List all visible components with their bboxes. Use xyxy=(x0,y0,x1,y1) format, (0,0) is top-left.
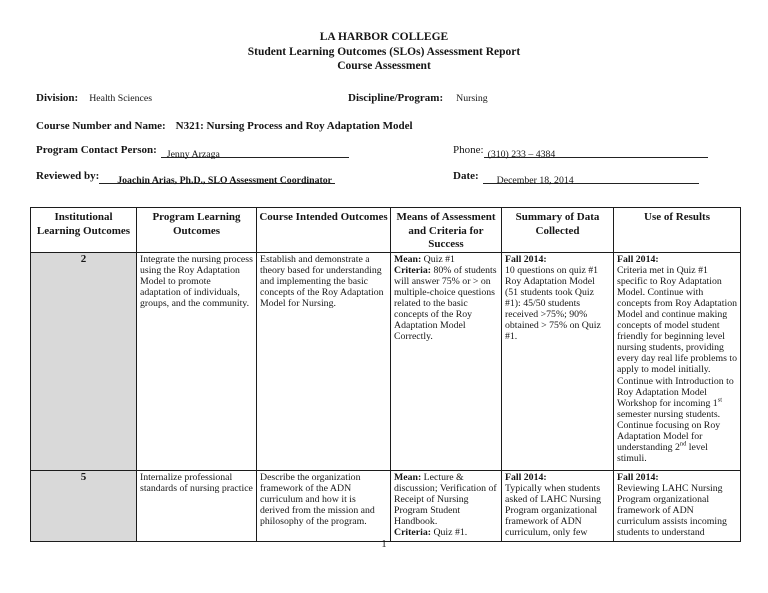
phone-label: Phone: xyxy=(453,144,484,156)
phone-value-blank xyxy=(484,144,708,158)
summary-text: 10 questions on quiz #1 Roy Adaptation Model (51 students took Quiz #1): 45/50 students received >75%; 90% obtained > 75% on Quiz #1. xyxy=(505,264,601,343)
table-header-row xyxy=(31,208,741,253)
phone-value: (310) 233 – 4384 xyxy=(487,149,556,160)
cell-program-outcome: Integrate the nursing process using the Roy Adaptation Model to promote adaptation of individuals, groups, and the community. xyxy=(137,252,257,470)
report-title: Student Learning Outcomes (SLOs) Assessment Report xyxy=(247,45,521,58)
criteria-label: Criteria: xyxy=(394,526,431,538)
mean-text: Lecture & discussion; Verification of Receipt of Nursing Program Student Handbook. xyxy=(394,471,497,527)
contact-value-blank xyxy=(161,144,349,158)
term-heading: Fall 2014: xyxy=(505,253,547,265)
term-heading: Fall 2014: xyxy=(617,253,659,265)
cell-use-of-results xyxy=(614,470,741,541)
criteria-label: Criteria: xyxy=(394,264,431,276)
cell-use-of-results xyxy=(614,252,741,470)
page-number: 1 xyxy=(381,539,387,550)
cell-course-outcome: Describe the organization framework of the ADN curriculum and how it is derived from the mission and philosophy of the program. xyxy=(257,470,391,541)
ordinal-superscript: nd xyxy=(679,440,687,448)
division-value: Health Sciences xyxy=(89,93,153,104)
contact-label: Program Contact Person: xyxy=(36,144,157,156)
mean-label: Mean: xyxy=(394,471,422,483)
course-value: N321: Nursing Process and Roy Adaptation Model xyxy=(175,120,413,132)
cell-means-of-assessment xyxy=(391,470,502,541)
reviewed-label: Reviewed by: xyxy=(36,170,100,182)
reviewed-value: Joachin Arias, Ph.D., SLO Assessment Coordinator xyxy=(117,175,332,186)
division-line xyxy=(0,88,768,104)
col-header-summary-of-data: Summary of Data Collected xyxy=(502,208,614,253)
mean-text: Quiz #1 xyxy=(421,253,455,265)
discipline-value: Nursing xyxy=(456,93,488,104)
col-header-course-outcomes: Course Intended Outcomes xyxy=(257,208,391,253)
college-name: LA HARBOR COLLEGE xyxy=(319,31,449,43)
criteria-text: Quiz #1. xyxy=(431,526,468,538)
use-text: Criteria met in Quiz #1 specific to Roy Adaptation Model. Continue with concepts from Roy Adaptation Model and continue making concepts of model student friendly for beginning level nursing students, providing every day real life problems to apply to model initially. Continue with Introduction to Roy Adaptation Model Workshop for incoming 1st semester nursing students. Continue focusing on Roy Adaptation Model for understanding 2nd level stimuli. xyxy=(617,264,737,465)
contact-value: Jenny Arzaga xyxy=(166,149,220,160)
summary-text: Typically when students asked of LAHC Nursing Program organizational framework of ADN curriculum, only few xyxy=(505,482,602,538)
col-header-program-outcomes: Program Learning Outcomes xyxy=(137,208,257,253)
report-title-block xyxy=(0,30,768,74)
mean-label: Mean: xyxy=(394,253,422,265)
cell-program-outcome: Internalize professional standards of nursing practice xyxy=(137,470,257,541)
col-header-institutional-outcomes: Institutional Learning Outcomes xyxy=(31,208,137,253)
table-row xyxy=(31,252,741,470)
term-heading: Fall 2014: xyxy=(617,471,659,483)
course-line xyxy=(0,116,768,132)
division-label: Division: xyxy=(36,92,79,104)
date-value: December 18, 2014 xyxy=(496,175,574,186)
criteria-text: 80% of students will answer 75% or > on multiple-choice questions related to the basic concepts of the Roy Adaptation Model Correctly. xyxy=(394,264,497,343)
reviewed-value-blank xyxy=(99,170,335,184)
col-header-use-of-results: Use of Results xyxy=(614,208,741,253)
discipline-label: Discipline/Program: xyxy=(348,92,444,104)
ordinal-superscript: st xyxy=(717,396,723,404)
contact-line xyxy=(0,140,768,160)
table-row xyxy=(31,470,741,541)
cell-summary-of-data xyxy=(502,252,614,470)
reviewed-line xyxy=(0,166,768,186)
term-heading: Fall 2014: xyxy=(505,471,547,483)
col-header-means-of-assessment: Means of Assessment and Criteria for Success xyxy=(391,208,502,253)
use-text: Reviewing LAHC Nursing Program organizational framework of ADN curriculum assists incoming students to understand xyxy=(617,482,727,538)
date-value-blank xyxy=(483,170,699,184)
cell-course-outcome: Establish and demonstrate a theory based for understanding and implementing the basic concepts of the Roy Adaptation Model for Nursing. xyxy=(257,252,391,470)
cell-means-of-assessment xyxy=(391,252,502,470)
cell-ilo-number: 5 xyxy=(31,470,137,541)
cell-summary-of-data xyxy=(502,470,614,541)
report-subtitle: Course Assessment xyxy=(337,60,431,73)
cell-ilo-number: 2 xyxy=(31,252,137,470)
assessment-table xyxy=(30,207,741,542)
course-label: Course Number and Name: xyxy=(36,120,166,132)
date-label: Date: xyxy=(453,170,479,182)
